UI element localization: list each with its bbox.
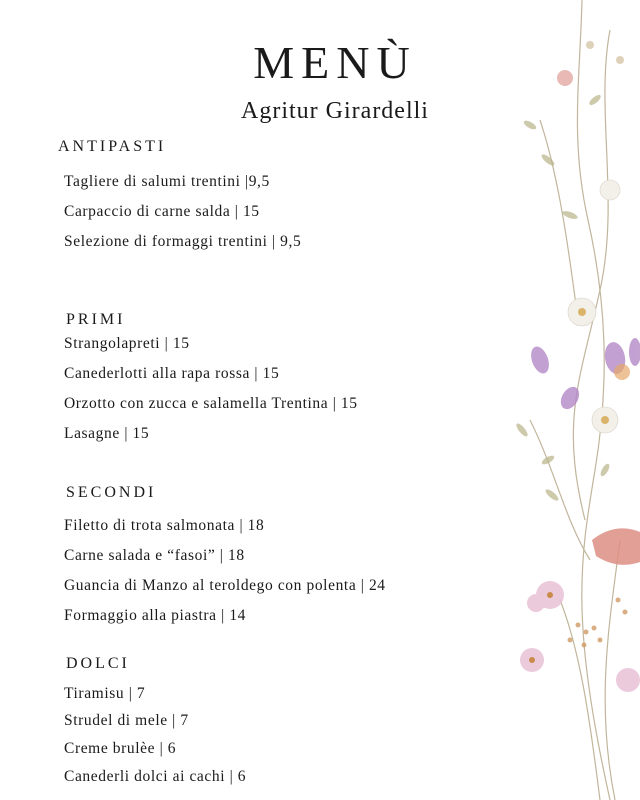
menu-item: Carpaccio di carne salda | 15 — [64, 203, 260, 220]
section-title-dolci: DOLCI — [66, 655, 130, 672]
menu-item: Tagliere di salumi trentini |9,5 — [64, 173, 270, 190]
menu-item: Strangolapreti | 15 — [64, 335, 190, 352]
menu-item: Orzotto con zucca e salamella Trentina | 15 — [64, 395, 358, 412]
section-title-antipasti: ANTIPASTI — [58, 138, 167, 155]
menu-item: Canederli dolci ai cachi | 6 — [64, 768, 247, 785]
menu-item: Lasagne | 15 — [64, 425, 150, 442]
menu-item: Carne salada e “fasoi” | 18 — [64, 547, 245, 564]
menu-item: Selezione di formaggi trentini | 9,5 — [64, 233, 302, 250]
menu-item: Formaggio alla piastra | 14 — [64, 607, 247, 624]
section-title-secondi: SECONDI — [66, 484, 157, 501]
restaurant-name: Agritur Girardelli — [241, 98, 429, 124]
menu-item: Tiramisu | 7 — [64, 685, 146, 702]
watercolor-wildflowers-icon — [500, 0, 640, 800]
menu-item: Filetto di trota salmonata | 18 — [64, 517, 265, 534]
menu-item: Guancia di Manzo al teroldego con polenta | 24 — [64, 577, 386, 594]
menu-item: Strudel di mele | 7 — [64, 712, 189, 729]
section-title-primi: PRIMI — [66, 311, 126, 328]
menu-item: Canederlotti alla rapa rossa | 15 — [64, 365, 280, 382]
menu-title: MENÙ — [253, 37, 417, 88]
menu-item: Creme brulèe | 6 — [64, 740, 177, 757]
